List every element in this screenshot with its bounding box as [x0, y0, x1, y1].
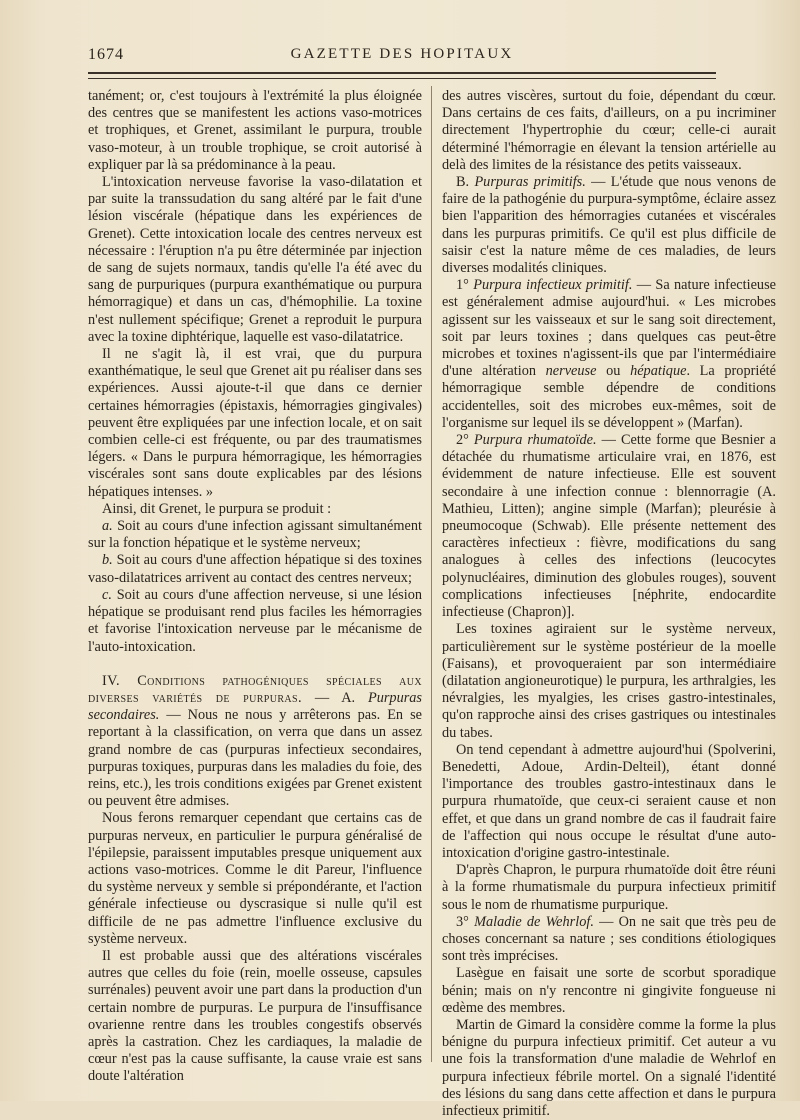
item-text: Soit au cours d'une infection agissant simultanément sur la fonction hépatique et le système nerveux;: [88, 518, 422, 552]
subsection-text: — L'étude que nous venons de faire de la pathogénie du purpura-symptôme, éclaire assez bien l'apparition des hémorragies cutanées et viscérales dans les purpuras primitifs. Ce qu'il est plus difficile de saisir c'est la nature même de ces maladies, de leurs diverses modalités cliniques.: [442, 174, 776, 277]
page-header: [88, 44, 716, 72]
left-column: [88, 88, 422, 1086]
item-title: Purpura rhumatoïde.: [473, 432, 597, 449]
subsection-title: Purpuras primitifs.: [474, 174, 586, 191]
item-3: [442, 914, 776, 966]
item-prefix: 1°: [456, 277, 474, 294]
right-column: [442, 88, 776, 1120]
paragraph: Ainsi, dit Grenet, le purpura se produit :: [102, 500, 332, 517]
paragraph: Lasègue en faisait une sorte de scorbut sporadique bénin; mais on n'y rencontre ni gingivite fongueuse ni œdème des membres.: [442, 965, 776, 1016]
item-1: [442, 277, 776, 432]
paragraph: D'après Chapron, le purpura rhumatoïde doit être réuni à la forme rhumatismale du purpura infectieux primitif sous le nom de rhumatisme purpurique.: [442, 862, 776, 913]
item-prefix: 3°: [456, 913, 475, 930]
subsection-prefix: B.: [456, 174, 475, 191]
header-rule-thick: [88, 72, 716, 74]
list-item-c: [88, 587, 422, 656]
item-letter: c.: [102, 586, 112, 603]
section-heading: IV. Conditions pathogéniques spéciales aux diverses variétés de purpuras.: [88, 672, 422, 706]
item-2: [442, 432, 776, 621]
list-item-a: [88, 518, 422, 552]
item-text: . La propriété hémorragique semble dépendre de conditions accidentelles, soit des microbes eux-mêmes, soit de l'organisme sur lequel ils se développent » (Marfan).: [442, 363, 777, 431]
paragraph: Martin de Gimard la considère comme la forme la plus bénigne du purpura infectieux primitif. Cet auteur a vu une fois la transformation d'une maladie de Wehrlof en purpura infectieux fébrile mortel. On a signalé l'identité des lésions du sang dans cette affection et dans le purpura infectieux primitif.: [442, 1016, 776, 1119]
section-iv-paragraph: [88, 673, 422, 811]
item-letter: b.: [102, 552, 113, 569]
paragraph: L'intoxication nerveuse favorise la vaso-dilatation et par suite la transsudation du sang altéré par le fait d'une lésion viscérale (hépatique dans les expériences de Grenet). Cette intoxication locale des centres nerveux est nécessaire : l'éruption n'a pu être déterminée par injection de sang de sujets normaux, tandis qu'elle l'a été avec du sang de purpuriques (purpura exanthématique ou purpura hémorragique) et dans un cas, d'hémophilie. La toxine n'est nullement spécifique; Grenet a reproduit le purpura avec la toxine diphtérique, laquelle est vaso-dilatatrice.: [88, 174, 422, 345]
item-text: — On ne sait que très peu de choses concernant sa nature ; ses conditions étiologiques sont très imprécises.: [442, 913, 776, 965]
running-title: GAZETTE DES HOPITAUX: [290, 46, 514, 62]
item-text: Soit au cours d'une affection hépatique si des toxines vaso-dilatatrices arrivent au contact des centres nerveux;: [88, 552, 422, 586]
item-title: Purpura infectieux primitif.: [473, 277, 633, 294]
item-prefix: 2°: [456, 432, 474, 449]
subsection-b: [442, 174, 776, 277]
italic-word: hépatique: [630, 363, 687, 380]
section-sub-title: Purpuras secondaires.: [88, 689, 422, 724]
item-title: Maladie de Wehrlof.: [474, 913, 594, 930]
paragraph: Il est probable aussi que des altérations viscérales autres que celles du foie (rein, moelle osseuse, capsules surrénales) peuvent avoir une part dans la production d'un certain nombre de purpuras. Le purpura de l'insuffisance ovarienne rentre dans les troubles congestifs observés après la castration. Chez les cardiaques, la maladie de cœur n'est pas la cause suffisante, la cause vraie est sans doute l'altération: [88, 947, 422, 1085]
item-text: — Sa nature infectieuse est généralement admise aujourd'hui. « Les microbes agissent sur les vaisseaux et sur le sang soit directement, soit par leurs toxines ; dans quelques cas peut-être microbes et toxines n'agissent-ils que par l'intermédiaire d'une altération: [442, 277, 776, 380]
section-sub-prefix: — A.: [301, 689, 368, 706]
italic-word: nerveuse: [545, 363, 597, 380]
paragraph: des autres viscères, surtout du foie, dépendant du cœur. Dans certains de ces faits, d'ailleurs, on a pu incriminer directement l'hypertrophie du cœur; celle-ci aurait déterminé l'hémorragie en élevant la tension artérielle au delà des limites de la résistance des petits vaisseaux.: [442, 88, 776, 173]
item-letter: a.: [102, 518, 113, 535]
section-text: — Nous ne nous y arrêterons pas. En se reportant à la classification, on verra que dans un assez grand nombre de cas (purpuras infectieux secondaires, purpuras toxiques, purpuras dans les maladies du foie, des reins, etc.), les trois conditions exigées par Grenet existent ou peuvent être admises.: [88, 707, 422, 810]
item-text: — Cette forme que Besnier a détachée du rhumatisme articulaire vrai, en 1876, est évidemment de nature infectieuse. Elle est souvent secondaire à une infection connue : blennorragie (A. Mathieu, Litten); angine simple (Marfan); pleurésie à pneumocoque (Schwab). Elle présente nettement des caractères infectieux : fièvre, modifications du sang analogues à celles des infections (leucocytes polynucléaires, diminution des globules rouges), souvent complications infectieuses [néphrite, endocardite infectieuse (Chapron)].: [442, 432, 776, 621]
page-number: 1674: [88, 46, 124, 63]
paragraph: On tend cependant à admettre aujourd'hui (Spolverini, Benedetti, Adoue, Ardin-Delteil), étant donné l'importance des troubles gastro-intestinaux dans le purpura rhumatoïde, que ceux-ci seraient cause et non effet, et que dans un grand nombre de cas il faudrait faire de l'affection qui nous occupe le résultat d'une auto-intoxication d'origine gastro-intestinale.: [442, 741, 776, 861]
column-divider: [431, 86, 432, 1062]
item-text: Soit au cours d'une affection nerveuse, si une lésion hépatique se produisant rend plus faciles les hémorragies et favorise l'intoxication nerveuse par le mécanisme de l'auto-intoxication.: [88, 586, 422, 655]
list-item-b: [88, 552, 422, 586]
paragraph: Nous ferons remarquer cependant que certains cas de purpuras nerveux, en particulier le purpura généralisé de l'épilepsie, paraissent imputables presque uniquement aux actions vaso-motrices. Comme le dit Pareur, l'influence du système nerveux y semble si prépondérante, et l'action générale infectieuse ou dyscrasique si nulle qu'il est difficile de ne pas admettre l'influence exclusive du système nerveux.: [88, 810, 422, 947]
paragraph: tanément; or, c'est toujours à l'extrémité la plus éloignée des centres que se manifestent les actions vaso-motrices et trophiques, et Grenet, assimilant le purpura, trouble vaso-moteur, à un trouble trophique, se croit autorisé à expliquer par là sa prédominance à la peau.: [88, 88, 422, 173]
paragraph: Il ne s'agit là, il est vrai, que du purpura exanthématique, le seul que Grenet ait pu réaliser dans ses expériences. Aussi ajoute-t-il que dans ce dernier certaines hémorragies (épistaxis, hémorragies gingivales) peuvent être expliquées par une infection locale, et on sait combien celle-ci est fréquente, ou par des traumatismes légers. « Dans le purpura hémorragique, les hémorragies viscérales sont sans doute explicables par des lésions hépatiques intenses. »: [88, 346, 422, 500]
header-rule-thin: [88, 78, 716, 79]
paragraph: Les toxines agiraient sur le système nerveux, particulièrement sur le système postérieur de la moelle (Faisans), et provoqueraient par son intermédiaire (dilatation angioneurotique) le purpura, les arthralgies, les névralgies, les myalgies, les crises gastro-intestinales, qu'on rapproche ainsi des crises gastriques ou intestinales du tabes.: [442, 621, 776, 741]
item-text: ou: [596, 363, 631, 380]
section-spacer: [88, 656, 422, 673]
